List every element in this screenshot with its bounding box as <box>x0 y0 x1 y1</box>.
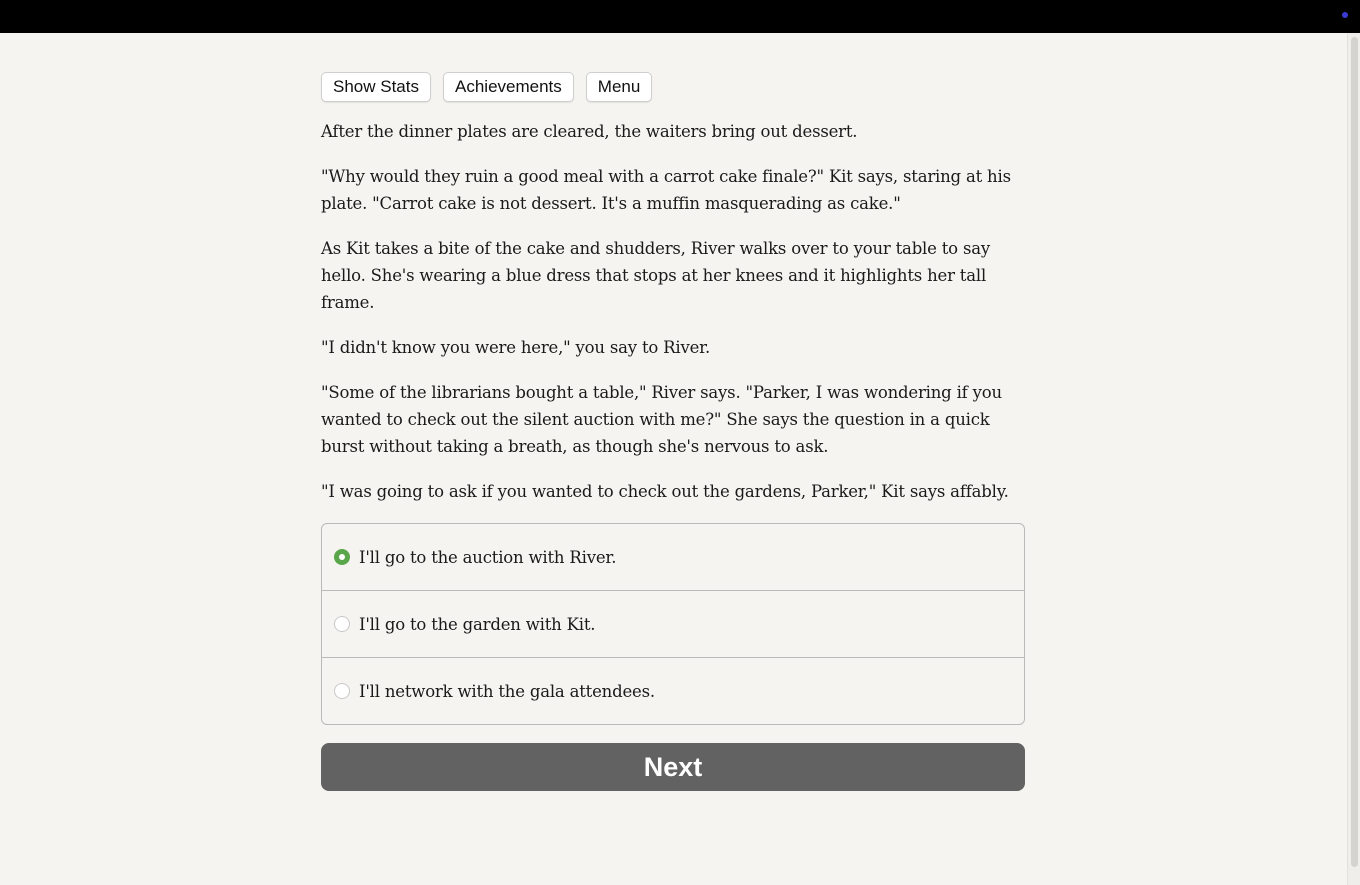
choice-label[interactable]: I'll go to the garden with Kit. <box>359 614 596 634</box>
menu-button[interactable]: Menu <box>586 72 653 102</box>
choice-label[interactable]: I'll network with the gala attendees. <box>359 681 655 701</box>
choice-option-garden[interactable] <box>322 590 1024 657</box>
passage-paragraph: After the dinner plates are cleared, the waiters bring out dessert. <box>321 122 858 141</box>
choice-list <box>321 523 1025 725</box>
choice-option-auction[interactable] <box>322 524 1024 590</box>
passage-paragraph: As Kit takes a bite of the cake and shudders, River walks over to your table to say hello. She's wearing a blue dress that stops at her knees and it highlights her tall frame. <box>321 239 990 312</box>
achievements-button[interactable]: Achievements <box>443 72 574 102</box>
choice-option-network[interactable] <box>322 657 1024 724</box>
scrollbar[interactable] <box>1347 33 1360 885</box>
radio-button-icon[interactable] <box>334 549 350 565</box>
status-dot-icon <box>1342 12 1348 18</box>
radio-button-icon[interactable] <box>334 683 350 699</box>
passage-paragraph: "I was going to ask if you wanted to check out the gardens, Parker," Kit says affably. <box>321 482 1009 501</box>
passage-paragraph: "Some of the librarians bought a table," River says. "Parker, I was wondering if you wanted to check out the silent auction with me?" She says the question in a quick burst without taking a breath, as though she's nervous to ask. <box>321 383 1002 456</box>
passage-paragraph: "Why would they ruin a good meal with a carrot cake finale?" Kit says, staring at his plate. "Carrot cake is not dessert. It's a muffin masquerading as cake." <box>321 167 1011 213</box>
top-bar <box>0 0 1360 33</box>
game-content <box>321 72 1025 791</box>
story-passage <box>321 118 1025 505</box>
passage-paragraph: "I didn't know you were here," you say to River. <box>321 338 711 357</box>
next-button[interactable]: Next <box>321 743 1025 791</box>
show-stats-button[interactable]: Show Stats <box>321 72 431 102</box>
radio-button-icon[interactable] <box>334 616 350 632</box>
choice-label[interactable]: I'll go to the auction with River. <box>359 547 617 567</box>
scrollbar-thumb[interactable] <box>1351 37 1358 867</box>
toolbar <box>321 72 1025 102</box>
